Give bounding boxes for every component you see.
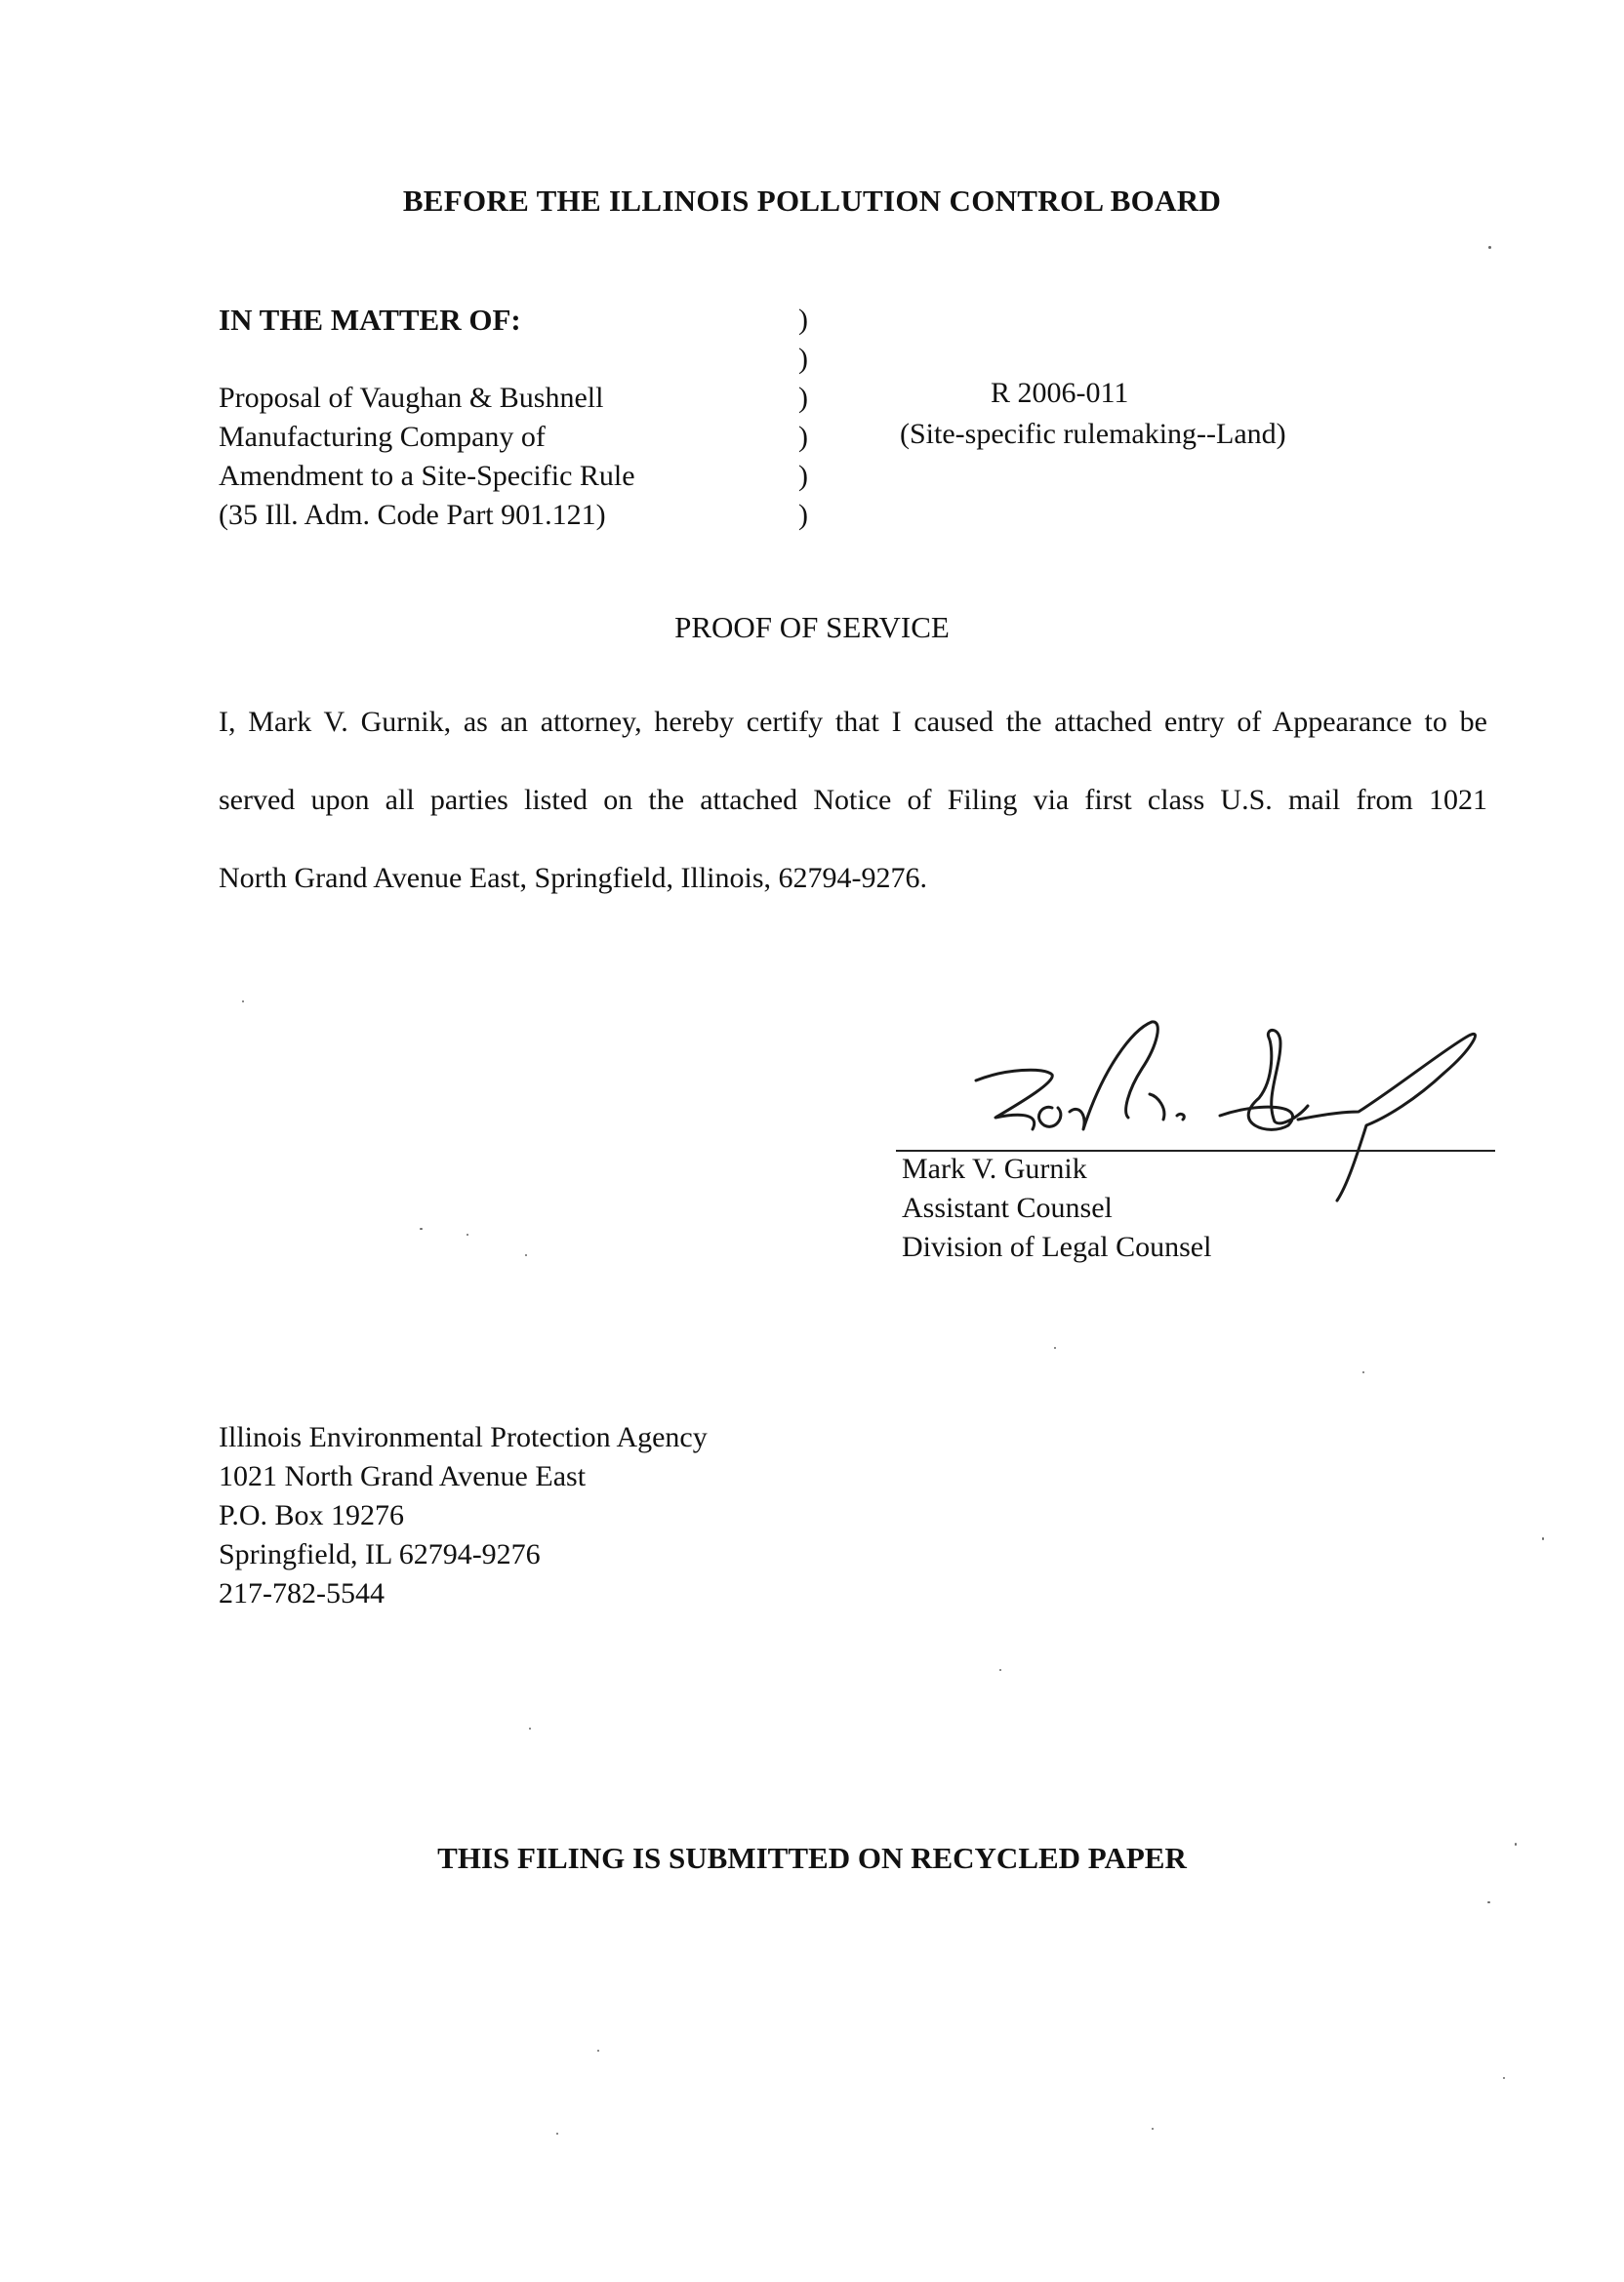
paragraph-line: North Grand Avenue East, Springfield, Illinois, 62794-9276.	[219, 862, 928, 894]
caption-parentheses	[798, 301, 808, 535]
scan-speck	[597, 2050, 599, 2052]
caption-line: Manufacturing Company of	[219, 421, 546, 453]
scan-speck	[467, 1234, 468, 1236]
scan-speck	[242, 1000, 244, 1002]
scan-speck	[1542, 1537, 1544, 1540]
address-line: 217-782-5544	[219, 1577, 385, 1610]
scan-speck	[1054, 1347, 1056, 1349]
recycled-paper-footer: THIS FILING IS SUBMITTED ON RECYCLED PAPER	[437, 1841, 1187, 1875]
paren: )	[798, 304, 808, 336]
signature-block	[902, 1150, 1211, 1267]
caption-line: Proposal of Vaughan & Bushnell	[219, 382, 604, 414]
signer-title: Assistant Counsel	[902, 1192, 1113, 1224]
scan-speck	[1152, 2128, 1154, 2130]
paren: )	[798, 499, 808, 531]
certification-paragraph	[219, 683, 1487, 917]
scan-speck	[420, 1228, 423, 1230]
agency-address	[219, 1418, 708, 1613]
caption-line: (35 Ill. Adm. Code Part 901.121)	[219, 499, 606, 531]
address-line: Springfield, IL 62794-9276	[219, 1538, 541, 1570]
case-description: (Site-specific rulemaking--Land)	[900, 418, 1286, 450]
paren: )	[798, 421, 808, 453]
case-number: R 2006-011	[991, 377, 1129, 409]
proof-of-service-title: PROOF OF SERVICE	[674, 610, 950, 644]
scan-speck	[529, 1728, 531, 1730]
scan-speck	[1488, 246, 1491, 249]
matter-label: IN THE MATTER OF:	[219, 303, 521, 337]
scan-speck	[1515, 1843, 1517, 1846]
paren: )	[798, 382, 808, 414]
scan-speck	[556, 2133, 558, 2135]
address-line: P.O. Box 19276	[219, 1499, 405, 1531]
signer-name: Mark V. Gurnik	[902, 1153, 1087, 1185]
paragraph-line: served upon all parties listed on the attached Notice of Filing via first class U.S. mail from 1021	[219, 784, 1487, 816]
scan-speck	[525, 1254, 527, 1256]
address-line: 1021 North Grand Avenue East	[219, 1460, 587, 1492]
scan-speck	[1362, 1371, 1364, 1373]
caption-title-block	[219, 379, 635, 535]
paragraph-line: I, Mark V. Gurnik, as an attorney, hereby certify that I caused the attached entry of Appearance to be	[219, 706, 1487, 738]
paren: )	[798, 343, 808, 375]
caption-line: Amendment to a Site-Specific Rule	[219, 460, 635, 492]
board-heading: BEFORE THE ILLINOIS POLLUTION CONTROL BOARD	[402, 183, 1222, 218]
scan-speck	[999, 1669, 1001, 1671]
address-line: Illinois Environmental Protection Agency	[219, 1421, 708, 1453]
signer-division: Division of Legal Counsel	[902, 1231, 1212, 1263]
scan-speck	[1503, 2077, 1505, 2079]
scan-speck	[1487, 1901, 1490, 1903]
paren: )	[798, 460, 808, 492]
